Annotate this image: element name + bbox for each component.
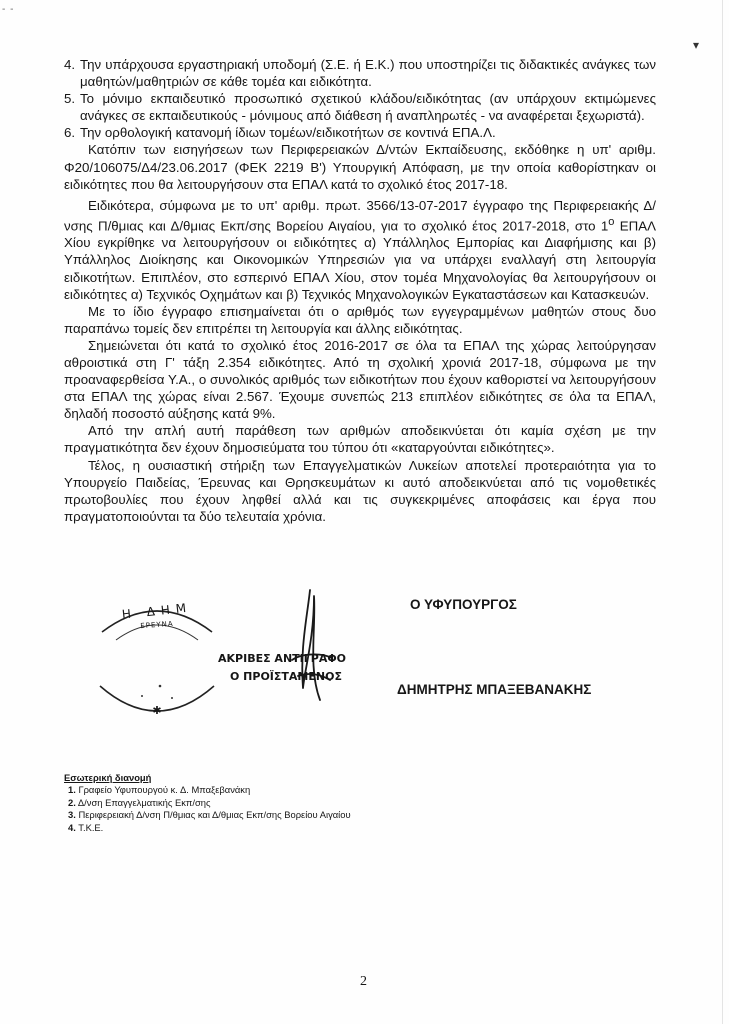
scan-speck: ▾	[692, 38, 699, 52]
distribution-text: Δ/νση Επαγγελματικής Εκπ/σης	[77, 796, 211, 808]
distribution-title: Εσωτερική διανομή	[64, 772, 152, 783]
distribution-number: 2.	[68, 796, 76, 808]
list-item	[64, 822, 351, 834]
seal-text-top: Η ΔΗΜ	[121, 600, 193, 622]
list-item-4	[64, 56, 656, 90]
list-item-text: Την ορθολογική κατανομή ίδιων τομέων/ειδικοτήτων σε κοντινά ΕΠΑ.Λ.	[80, 125, 496, 141]
list-item-number: 5.	[64, 91, 76, 107]
distribution-number: 1.	[68, 784, 76, 796]
paragraph-chios	[64, 197, 656, 303]
paragraph-statistics: Σημειώνεται ότι κατά το σχολικό έτος 2016-2017 σε όλα τα ΕΠΑΛ της χώρας λειτούργησαν αθροιστικά στη Γ' τάξη 2.354 ειδικότητες. Από τη σχολική χρονιά 2017-18, σύμφωνα με την προαναφερθείσα Υ.Α., ο συνολικός αριθμός των ειδικοτήτων που έχουν καθοριστεί να λειτουργήσουν στα ΕΠΑΛ της χώρας είναι 2.567. Έχουμε συνεπώς 213 επιπλέον ειδικότητες σε όλα τα ΕΠΑΛ, δηλαδή ποσοστό αύξησης κατά 9%.	[64, 337, 656, 422]
certified-copy-stamp	[218, 650, 346, 686]
scan-corner-mark: - -	[2, 4, 15, 15]
list-item	[64, 784, 351, 796]
ordinal-superscript: ο	[608, 215, 615, 228]
page-number: 2	[360, 974, 367, 989]
list-item	[64, 809, 351, 821]
list-item-6	[64, 124, 656, 141]
supervisor-label: Ο ΠΡΟΪΣΤΑΜΕΝΟΣ	[230, 670, 342, 683]
official-seal	[82, 594, 232, 734]
paragraph-enrollment: Με το ίδιο έγγραφο επισημαίνεται ότι ο αριθμός των εγγεγραμμένων μαθητών στους δυο παραπάνω τομείς δεν επιτρέπει τη λειτουργία και άλλης ειδικότητας.	[64, 303, 656, 336]
body-text	[64, 56, 656, 525]
list-item-text: Την υπάρχουσα εργαστηριακή υποδομή (Σ.Ε. ή Ε.Κ.) που υποστηρίζει τις διδακτικές ανάγκες των μαθητών/μαθητριών σε κάθε τομέα και ειδικότητα.	[80, 57, 656, 90]
distribution-text: Γραφείο Υφυπουργού κ. Δ. Μπαξεβανάκη	[78, 784, 251, 796]
paragraph-closing: Τέλος, η ουσιαστική στήριξη των Επαγγελματικών Λυκείων αποτελεί προτεραιότητα για το Υπουργείο Παιδείας, Έρευνας και Θρησκευμάτων κι αυτό αποδεικνύεται από τις νομοθετικές πρωτοβουλίες που έχουν ληφθεί αλλά και τις συγκεκριμένες αποφάσεις και έργα που πραγματοποιούνται τα δύο τελευταία χρόνια.	[64, 457, 656, 524]
paragraph-chios-part1: Ειδικότερα, σύμφωνα με το υπ' αριθμ. πρωτ. 3566/13-07-2017 έγγραφο της Περιφερειακής Δ/νσης Π/θμιας και Δ/θμιας Εκπ/σης Βορείου Αιγαίου, για το σχολικό έτος 2017-2018, στο 1	[64, 197, 656, 234]
distribution-number: 3.	[68, 809, 76, 821]
paragraph-chios-part2: ΕΠΑΛ Χίου εγκρίθηκε να λειτουργήσουν οι ειδικότητες α) Υπάλληλος Εμπορίας και Διαφήμισης και β) Υπάλληλος Διοίκησης και Οικονομικών Υπηρεσιών για να υπάρχει εναλλαγή στη λειτουργία ειδικοτήτων. Επιπλέον, στο εσπερινό ΕΠΑΛ Χίου, στον τομέα Μηχανολογίας θα λειτουργήσουν οι ειδικότητες α) Τεχνικός Οχημάτων και β) Τεχνικός Μηχανολογικών Εγκαταστάσεων και Κατασκευών.	[64, 218, 656, 302]
list-item-text: Το μόνιμο εκπαιδευτικό προσωπικό σχετικού κλάδου/ειδικότητας (αν υπάρχουν εκτιμώμενες ανάγκες σε εκπαιδευτικούς - μόνιμους από διάθεση ή αναπληρωτές - να αναφέρεται ξεχωριστά).	[80, 91, 656, 124]
distribution-text: Τ.Κ.Ε.	[78, 821, 104, 833]
list-item-number: 4.	[64, 57, 76, 72]
paragraph-conclusion: Από την απλή αυτή παράθεση των αριθμών αποδεικνύεται ότι καμία σχέση με την πραγματικότητα δεν έχουν δημοσιεύματα του τύπου ότι «καταργούνται ειδικότητες».	[64, 423, 656, 456]
certified-copy-label: ΑΚΡΙΒΕΣ ΑΝΤΙΓΡΑΦΟ	[218, 652, 347, 665]
list-item-5	[64, 90, 656, 124]
handwritten-signature	[270, 588, 340, 708]
scan-edge-line	[722, 0, 723, 1024]
seal-text-inner: ΕΡΕΥΝΑ	[140, 619, 174, 631]
distribution-number: 4.	[68, 821, 76, 833]
signatory-title: Ο ΥΦΥΠΟΥΡΓΟΣ	[410, 597, 517, 612]
list-item	[64, 797, 351, 809]
signatory-name: ΔΗΜΗΤΡΗΣ ΜΠΑΞΕΒΑΝΑΚΗΣ	[397, 682, 592, 697]
paragraph-decision: Κατόπιν των εισηγήσεων των Περιφερειακών Δ/ντών Εκπαίδευσης, εκδόθηκε η υπ' αριθμ. Φ20/106075/Δ4/23.06.2017 (ΦΕΚ 2219 Β') Υπουργική Απόφαση, με την οποία καθορίστηκαν οι ειδικότητες που θα λειτουργήσουν στα ΕΠΑΛ κατά το σχολικό έτος 2017-18.	[64, 142, 656, 192]
distribution-list	[64, 784, 351, 834]
internal-distribution	[64, 772, 351, 834]
distribution-text: Περιφερειακή Δ/νση Π/θμιας και Δ/θμιας Εκπ/σης Βορείου Αιγαίου	[78, 809, 351, 821]
list-item-number: 6.	[64, 125, 76, 141]
seal-star: ✱	[152, 704, 162, 717]
